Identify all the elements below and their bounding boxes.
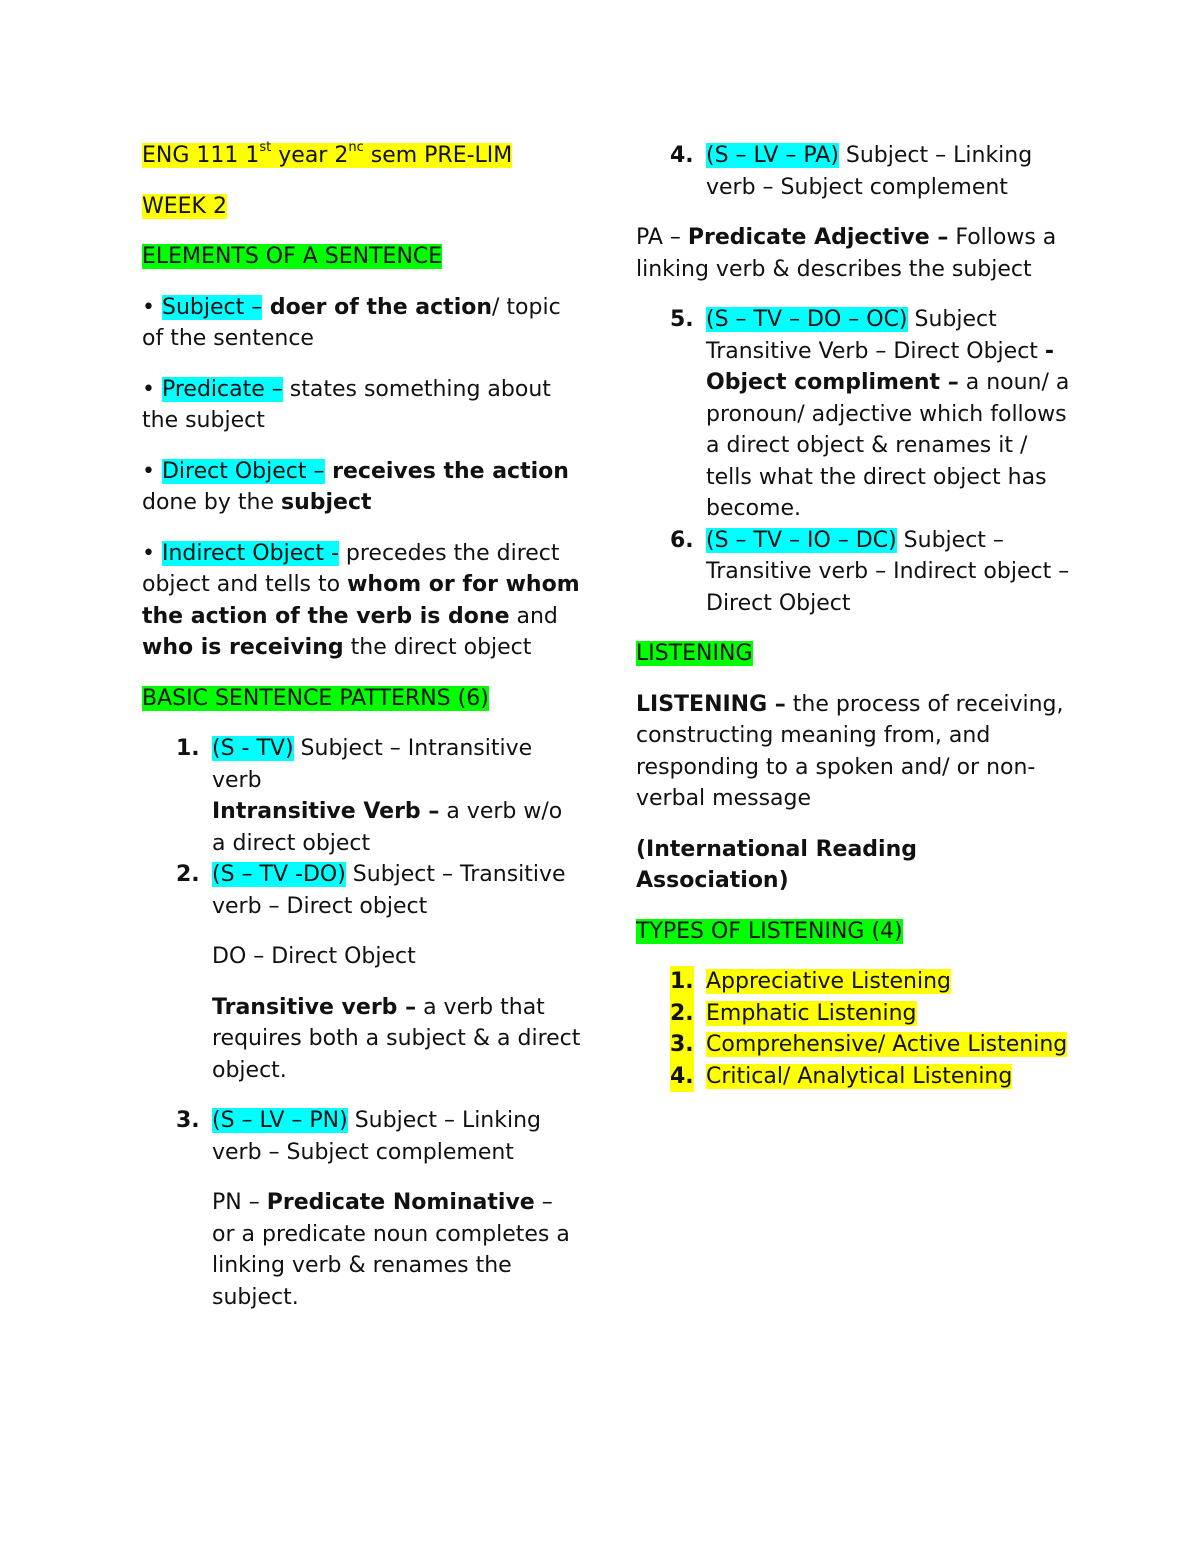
element-indirect-object: • Indirect Object - precedes the direct object and tells to whom or for whom the action of the verb is done and who is receiving the direct object	[142, 540, 580, 660]
patterns-list-right-b	[636, 304, 1076, 619]
listening-source: (International Reading Association)	[636, 836, 917, 893]
pattern-4: 4. (S – LV – PA) Subject – Linking verb – Subject complement	[670, 143, 1033, 200]
week-label: WEEK 2	[142, 193, 227, 219]
element-predicate: • Predicate – states something about the subject	[142, 376, 551, 433]
pattern-2-abbr: DO – Direct Object	[212, 944, 416, 969]
right-column	[636, 140, 1076, 1111]
left-column	[142, 140, 582, 1313]
elements-heading: ELEMENTS OF A SENTENCE	[142, 244, 443, 269]
listening-type-4: 4. Critical/ Analytical Listening	[636, 1061, 1076, 1093]
patterns-heading: BASIC SENTENCE PATTERNS (6)	[142, 685, 489, 711]
listening-types-list	[636, 966, 1076, 1092]
pattern-3: 3. (S – LV – PN) Subject – Linking verb – Subject complement PN – Predicate Nominative – or a predicate noun completes a linking verb & renames the subject.	[176, 1108, 570, 1310]
listening-definition: LISTENING – the process of receiving, constructing meaning from, and responding to a spoken and/ or non-verbal message	[636, 691, 1064, 811]
element-direct-object: • Direct Object – receives the action done by the subject	[142, 458, 569, 515]
types-heading: TYPES OF LISTENING (4)	[636, 918, 903, 944]
pattern-6: 6. (S – TV – IO – DC) Subject – Transitive verb – Indirect object – Direct Object	[670, 527, 1070, 616]
pattern-5: 5. (S – TV – DO – OC) Subject Transitive Verb – Direct Object - Object compliment – a noun/ a pronoun/ adjective which follows a direct object & renames it / tells what the direct object has become.	[670, 307, 1070, 521]
listening-type-3: 3. Comprehensive/ Active Listening	[636, 1029, 1076, 1061]
listening-heading: LISTENING	[636, 641, 753, 666]
pattern-1: 1. (S - TV) Subject – Intransitive verb Intransitive Verb – a verb w/o a direct object	[176, 736, 563, 856]
patterns-list-right-a	[636, 140, 1076, 203]
listening-type-1: 1. Appreciative Listening	[636, 966, 1076, 998]
course-title	[142, 140, 582, 172]
course-title-highlight: ENG 111 1st year $2^{nc}$ sem PRE-LIM	[142, 139, 513, 168]
listening-type-2: 2. Emphatic Listening	[636, 998, 1076, 1030]
pa-note: PA – Predicate Adjective – Follows a linking verb & describes the subject	[636, 225, 1057, 282]
pattern-2: 2. (S – TV -DO) Subject – Transitive verb – Direct object DO – Direct Object Transitive verb – a verb that requires both a subject & a direct object.	[176, 862, 581, 1083]
element-subject: • Subject – doer of the action/ topic of the sentence	[142, 294, 561, 351]
patterns-list-left	[142, 733, 582, 1313]
